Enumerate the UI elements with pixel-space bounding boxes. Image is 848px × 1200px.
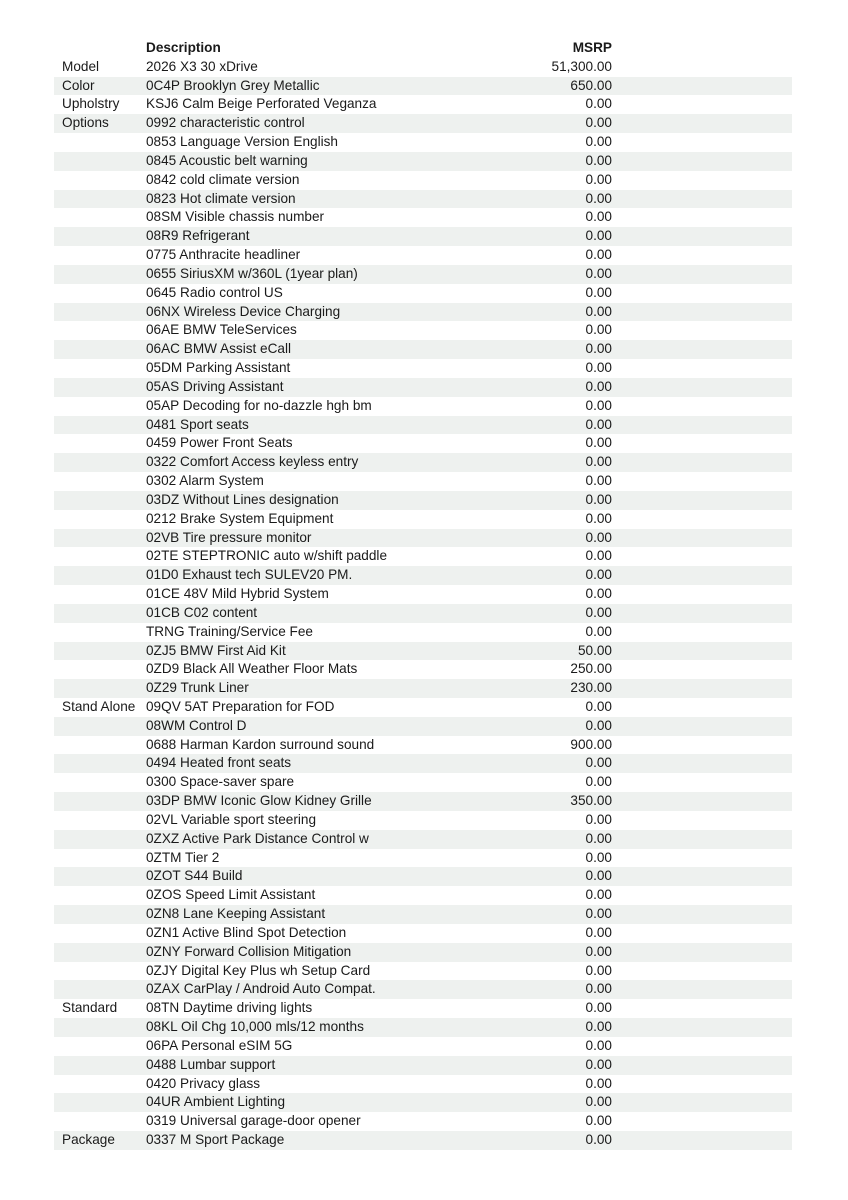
table-row [54, 830, 792, 849]
description-cell: 0ZOS Speed Limit Assistant [146, 887, 316, 903]
category-cell: Standard [62, 1000, 118, 1016]
category-cell [54, 623, 146, 642]
msrp-cell: 230.00 [570, 680, 612, 696]
category-cell: Model [62, 58, 100, 74]
description-cell: 0775 Anthracite headliner [146, 247, 301, 263]
description-cell: 08R9 Refrigerant [146, 228, 250, 244]
msrp-cell: 0.00 [585, 397, 612, 413]
msrp-cell: 0.00 [585, 322, 612, 338]
description-cell: 0ZXZ Active Park Distance Control w [146, 830, 369, 846]
table-row [54, 623, 792, 642]
description-cell: 03DZ Without Lines designation [146, 491, 339, 507]
description-cell: 0ZTM Tier 2 [146, 849, 220, 865]
table-row [54, 171, 792, 190]
table-row [54, 886, 792, 905]
category-cell [54, 416, 146, 435]
category-column-header [54, 39, 146, 58]
category-cell: Upholstry [62, 96, 120, 112]
category-cell [54, 980, 146, 999]
description-cell: 0319 Universal garage-door opener [146, 1113, 361, 1129]
category-cell: Package [62, 1132, 115, 1148]
description-cell: 0ZJ5 BMW First Aid Kit [146, 642, 286, 658]
description-cell: 01CE 48V Mild Hybrid System [146, 586, 329, 602]
description-cell: 0842 cold climate version [146, 171, 300, 187]
msrp-cell: 0.00 [585, 623, 612, 639]
description-cell: 09QV 5AT Preparation for FOD [146, 698, 335, 714]
msrp-cell: 250.00 [570, 661, 612, 677]
table-row [54, 265, 792, 284]
msrp-cell: 0.00 [585, 924, 612, 940]
table-row [54, 679, 792, 698]
description-cell: 03DP BMW Iconic Glow Kidney Grille [146, 793, 372, 809]
table-row [54, 246, 792, 265]
description-cell: 0212 Brake System Equipment [146, 510, 334, 526]
description-cell: 0337 M Sport Package [146, 1132, 285, 1148]
description-cell: 0494 Heated front seats [146, 755, 292, 771]
vehicle-pricing-table [54, 39, 792, 1150]
description-cell: 02VL Variable sport steering [146, 811, 317, 827]
description-cell: 0322 Comfort Access keyless entry [146, 454, 359, 470]
category-cell [54, 811, 146, 830]
category-cell [54, 962, 146, 981]
table-row [54, 811, 792, 830]
msrp-cell: 0.00 [585, 247, 612, 263]
description-cell: 01CB C02 content [146, 604, 258, 620]
table-row [54, 529, 792, 548]
description-column-header: Description [146, 40, 221, 55]
table-row [54, 980, 792, 999]
category-cell [54, 1037, 146, 1056]
table-row [54, 95, 792, 114]
msrp-cell: 51,300.00 [551, 58, 612, 74]
category-cell [54, 321, 146, 340]
table-row [54, 1093, 792, 1112]
msrp-cell: 0.00 [585, 209, 612, 225]
msrp-cell: 0.00 [585, 228, 612, 244]
table-row [54, 660, 792, 679]
description-cell: 08WM Control D [146, 717, 247, 733]
description-cell: 0481 Sport seats [146, 416, 249, 432]
category-cell [54, 246, 146, 265]
category-cell [54, 717, 146, 736]
msrp-cell: 0.00 [585, 303, 612, 319]
msrp-cell: 0.00 [585, 284, 612, 300]
msrp-cell: 50.00 [577, 642, 612, 658]
msrp-cell: 0.00 [585, 906, 612, 922]
table-row [54, 924, 792, 943]
category-cell [54, 1093, 146, 1112]
table-row [54, 585, 792, 604]
table-row [54, 133, 792, 152]
msrp-cell: 0.00 [585, 1019, 612, 1035]
msrp-cell: 0.00 [585, 1075, 612, 1091]
category-cell [54, 1075, 146, 1094]
description-cell: 0992 characteristic control [146, 115, 305, 131]
category-cell [54, 943, 146, 962]
description-cell: 0ZOT S44 Build [146, 868, 243, 884]
table-row [54, 1131, 792, 1150]
msrp-cell: 0.00 [585, 586, 612, 602]
category-cell [54, 133, 146, 152]
category-cell: Options [62, 115, 109, 131]
table-row [54, 321, 792, 340]
msrp-cell: 0.00 [585, 171, 612, 187]
description-cell: 05AP Decoding for no-dazzle hgh bm [146, 397, 372, 413]
description-cell: 0ZJY Digital Key Plus wh Setup Card [146, 962, 371, 978]
table-row [54, 208, 792, 227]
category-cell [54, 585, 146, 604]
category-cell [54, 171, 146, 190]
description-cell: 0420 Privacy glass [146, 1075, 261, 1091]
description-cell: 0853 Language Version English [146, 134, 338, 150]
description-cell: 0823 Hot climate version [146, 190, 296, 206]
category-cell [54, 491, 146, 510]
msrp-cell: 0.00 [585, 435, 612, 451]
category-cell [54, 397, 146, 416]
description-cell: 04UR Ambient Lighting [146, 1094, 286, 1110]
msrp-cell: 0.00 [585, 1000, 612, 1016]
table-row [54, 1037, 792, 1056]
msrp-cell: 0.00 [585, 887, 612, 903]
msrp-cell: 0.00 [585, 981, 612, 997]
table-row [54, 114, 792, 133]
msrp-cell: 0.00 [585, 1037, 612, 1053]
table-row [54, 340, 792, 359]
msrp-cell: 0.00 [585, 360, 612, 376]
category-cell [54, 773, 146, 792]
description-cell: 0ZNY Forward Collision Mitigation [146, 943, 352, 959]
category-cell [54, 547, 146, 566]
description-cell: 0688 Harman Kardon surround sound [146, 736, 375, 752]
table-row [54, 416, 792, 435]
msrp-cell: 0.00 [585, 717, 612, 733]
category-cell [54, 510, 146, 529]
description-cell: 08TN Daytime driving lights [146, 1000, 313, 1016]
category-cell [54, 905, 146, 924]
description-cell: 0302 Alarm System [146, 473, 264, 489]
msrp-cell: 0.00 [585, 868, 612, 884]
category-cell [54, 924, 146, 943]
category-cell [54, 792, 146, 811]
table-row [54, 77, 792, 96]
table-row [54, 397, 792, 416]
msrp-cell: 0.00 [585, 604, 612, 620]
category-cell [54, 754, 146, 773]
table-row [54, 943, 792, 962]
category-cell [54, 284, 146, 303]
description-cell: 0645 Radio control US [146, 284, 283, 300]
description-cell: 08KL Oil Chg 10,000 mls/12 months [146, 1019, 364, 1035]
table-row [54, 905, 792, 924]
description-cell: 05DM Parking Assistant [146, 360, 291, 376]
table-row [54, 736, 792, 755]
table-row [54, 566, 792, 585]
category-cell [54, 830, 146, 849]
msrp-cell: 0.00 [585, 943, 612, 959]
msrp-cell: 0.00 [585, 811, 612, 827]
description-cell: 05AS Driving Assistant [146, 378, 284, 394]
msrp-cell: 0.00 [585, 849, 612, 865]
description-cell: 02TE STEPTRONIC auto w/shift paddle [146, 548, 388, 564]
msrp-cell: 0.00 [585, 1094, 612, 1110]
msrp-cell: 0.00 [585, 1056, 612, 1072]
msrp-cell: 0.00 [585, 265, 612, 281]
category-cell [54, 190, 146, 209]
description-cell: 0ZN1 Active Blind Spot Detection [146, 924, 347, 940]
description-cell: 06AC BMW Assist eCall [146, 341, 292, 357]
description-cell: 0488 Lumbar support [146, 1056, 276, 1072]
msrp-cell: 0.00 [585, 1113, 612, 1129]
msrp-cell: 0.00 [585, 115, 612, 131]
category-cell [54, 359, 146, 378]
table-row [54, 491, 792, 510]
msrp-cell: 0.00 [585, 510, 612, 526]
description-cell: 02VB Tire pressure monitor [146, 529, 312, 545]
category-cell [54, 152, 146, 171]
msrp-cell: 900.00 [570, 736, 612, 752]
table-row [54, 1075, 792, 1094]
msrp-cell: 0.00 [585, 1132, 612, 1148]
description-cell: 06NX Wireless Device Charging [146, 303, 341, 319]
category-cell [54, 303, 146, 322]
msrp-cell: 0.00 [585, 341, 612, 357]
msrp-cell: 0.00 [585, 962, 612, 978]
description-cell: 06PA Personal eSIM 5G [146, 1037, 293, 1053]
category-cell [54, 886, 146, 905]
table-body [54, 58, 792, 1150]
msrp-cell: 0.00 [585, 152, 612, 168]
table-row [54, 642, 792, 661]
table-row [54, 359, 792, 378]
table-row [54, 547, 792, 566]
msrp-cell: 0.00 [585, 134, 612, 150]
table-row [54, 510, 792, 529]
category-cell [54, 453, 146, 472]
table-row [54, 378, 792, 397]
msrp-cell: 350.00 [570, 793, 612, 809]
table-row [54, 434, 792, 453]
description-cell: 0845 Acoustic belt warning [146, 152, 308, 168]
table-row [54, 453, 792, 472]
msrp-cell: 0.00 [585, 567, 612, 583]
category-cell [54, 265, 146, 284]
table-row [54, 698, 792, 717]
description-cell: 0ZN8 Lane Keeping Assistant [146, 906, 326, 922]
table-row [54, 773, 792, 792]
msrp-cell: 0.00 [585, 473, 612, 489]
msrp-cell: 0.00 [585, 529, 612, 545]
msrp-column-header: MSRP [572, 40, 612, 55]
table-row [54, 867, 792, 886]
description-cell: 06AE BMW TeleServices [146, 322, 297, 338]
msrp-cell: 0.00 [585, 755, 612, 771]
category-cell [54, 1018, 146, 1037]
table-row [54, 717, 792, 736]
category-cell [54, 472, 146, 491]
msrp-cell: 650.00 [570, 77, 612, 93]
category-cell: Stand Alone [62, 698, 136, 714]
category-cell [54, 434, 146, 453]
table-row [54, 190, 792, 209]
table-row [54, 1056, 792, 1075]
category-cell [54, 566, 146, 585]
msrp-cell: 0.00 [585, 190, 612, 206]
table-row [54, 849, 792, 868]
msrp-cell: 0.00 [585, 830, 612, 846]
description-cell: TRNG Training/Service Fee [146, 623, 313, 639]
table-row [54, 58, 792, 77]
description-cell: 01D0 Exhaust tech SULEV20 PM. [146, 567, 353, 583]
description-cell: 0Z29 Trunk Liner [146, 680, 249, 696]
table-row [54, 472, 792, 491]
description-cell: 2026 X3 30 xDrive [146, 58, 258, 74]
description-cell: 0300 Space-saver spare [146, 774, 295, 790]
table-row [54, 754, 792, 773]
msrp-cell: 0.00 [585, 454, 612, 470]
table-row [54, 792, 792, 811]
category-cell [54, 660, 146, 679]
table-row [54, 227, 792, 246]
table-row [54, 284, 792, 303]
table-row [54, 1112, 792, 1131]
description-cell: 0C4P Brooklyn Grey Metallic [146, 77, 320, 93]
category-cell: Color [62, 77, 95, 93]
description-cell: 08SM Visible chassis number [146, 209, 325, 225]
category-cell [54, 849, 146, 868]
category-cell [54, 867, 146, 886]
category-cell [54, 1112, 146, 1131]
category-cell [54, 604, 146, 623]
description-cell: 0655 SiriusXM w/360L (1year plan) [146, 265, 358, 281]
msrp-cell: 0.00 [585, 774, 612, 790]
msrp-cell: 0.00 [585, 416, 612, 432]
category-cell [54, 340, 146, 359]
msrp-cell: 0.00 [585, 698, 612, 714]
table-header-row [54, 39, 792, 58]
msrp-cell: 0.00 [585, 491, 612, 507]
category-cell [54, 529, 146, 548]
table-row [54, 303, 792, 322]
category-cell [54, 736, 146, 755]
description-cell: KSJ6 Calm Beige Perforated Veganza [146, 96, 377, 112]
table-row [54, 152, 792, 171]
category-cell [54, 642, 146, 661]
category-cell [54, 208, 146, 227]
table-row [54, 999, 792, 1018]
category-cell [54, 378, 146, 397]
description-cell: 0ZD9 Black All Weather Floor Mats [146, 661, 358, 677]
msrp-cell: 0.00 [585, 548, 612, 564]
category-cell [54, 227, 146, 246]
table-row [54, 604, 792, 623]
msrp-cell: 0.00 [585, 96, 612, 112]
description-cell: 0459 Power Front Seats [146, 435, 293, 451]
table-row [54, 962, 792, 981]
description-cell: 0ZAX CarPlay / Android Auto Compat. [146, 981, 376, 997]
category-cell [54, 679, 146, 698]
msrp-cell: 0.00 [585, 378, 612, 394]
table-row [54, 1018, 792, 1037]
category-cell [54, 1056, 146, 1075]
